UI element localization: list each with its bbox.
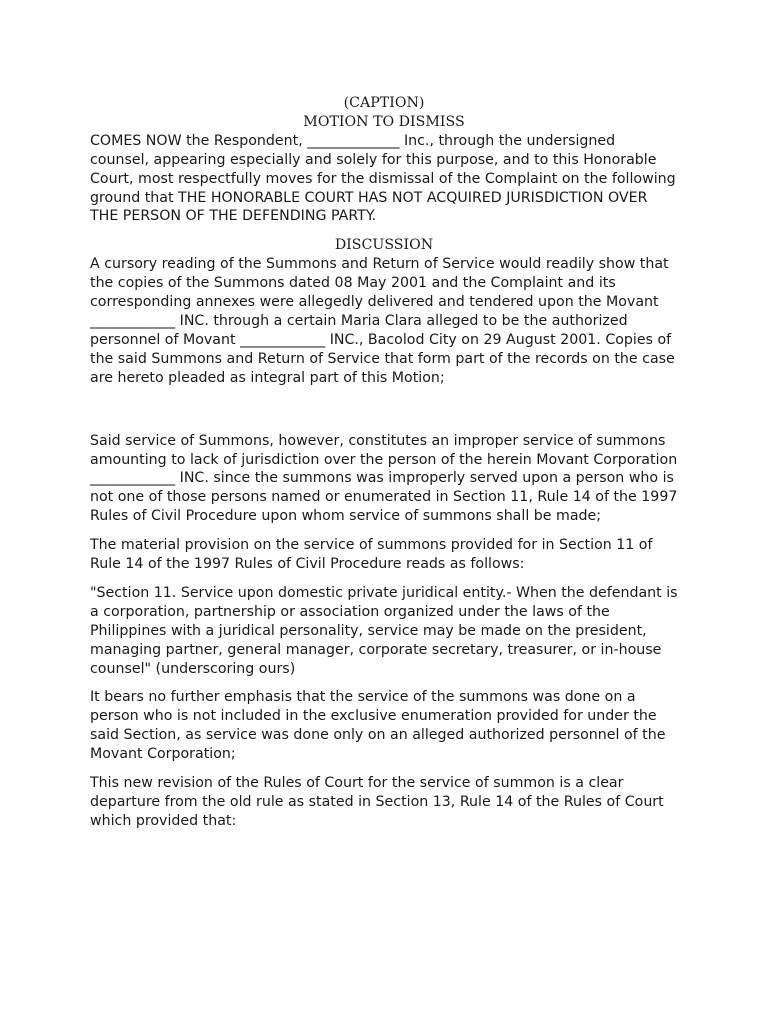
paragraph-no-further-emphasis: It bears no further emphasis that the service of the summons was done on a person who is not included in the exclusive enumeration provided for under the said Section, as service was done only on an alleged authorized personnel of the Movant Corporation;	[90, 689, 666, 763]
spacer	[90, 574, 678, 584]
paragraph-cursory-reading: A cursory reading of the Summons and Return of Service would readily show that the copies of the Summons dated 08 May 2001 and the Complaint and its corresponding annexes were allegedly delivered and tendered upon the Movant ____________ INC. through a certain Maria Clara alleged to be the authorized personnel of Movant ____________ INC., Bacolod City on 29 August 2001. Copies of the said Summons and Return of Service that form part of the records on the case are hereto pleaded as integral part of this Motion;	[90, 256, 675, 386]
spacer	[90, 678, 678, 688]
discussion-heading: DISCUSSION	[334, 237, 434, 254]
spacer	[90, 226, 678, 236]
intro-paragraph: COMES NOW the Respondent, _____________ Inc., through the undersigned counsel, appearing especially and solely for this purpose, and to this Honorable Court, most respectfully moves for the dismissal of the Complaint on the following ground that THE HONORABLE COURT HAS NOT ACQUIRED JURISDICTION OVER THE PERSON OF THE DEFENDING PARTY.	[90, 132, 676, 225]
spacer	[90, 388, 678, 432]
document-title: MOTION TO DISMISS	[303, 113, 465, 130]
paragraph-material-provision: The material provision on the service of summons provided for in Section 11 of Rule 14 of the 1997 Rules of Civil Procedure reads as follows:	[90, 537, 653, 573]
spacer	[90, 526, 678, 536]
paragraph-improper-service: Said service of Summons, however, constitutes an improper service of summons amounting to lack of jurisdiction over the person of the herein Movant Corporation ____________ INC. since the summons was improperly served upon a person who is not one of those persons named or enumerated in Section 11, Rule 14 of the 1997 Rules of Civil Procedure upon whom service of summons shall be made;	[90, 432, 678, 525]
paragraph-section-11-quote: "Section 11. Service upon domestic private juridical entity.- When the defendant is a corporation, partnership or association organized under the laws of the Philippines with a juridical personality, service may be made on the president, managing partner, general manager, corporate secretary, treasurer, or in-house counsel" (underscoring ours)	[90, 584, 678, 677]
spacer	[90, 764, 678, 774]
paragraph-new-revision: This new revision of the Rules of Court for the service of summon is a clear departure from the old rule as stated in Section 13, Rule 14 of the Rules of Court which provided that:	[90, 775, 664, 829]
document-page	[90, 94, 678, 831]
document-caption: (CAPTION)	[343, 95, 425, 111]
